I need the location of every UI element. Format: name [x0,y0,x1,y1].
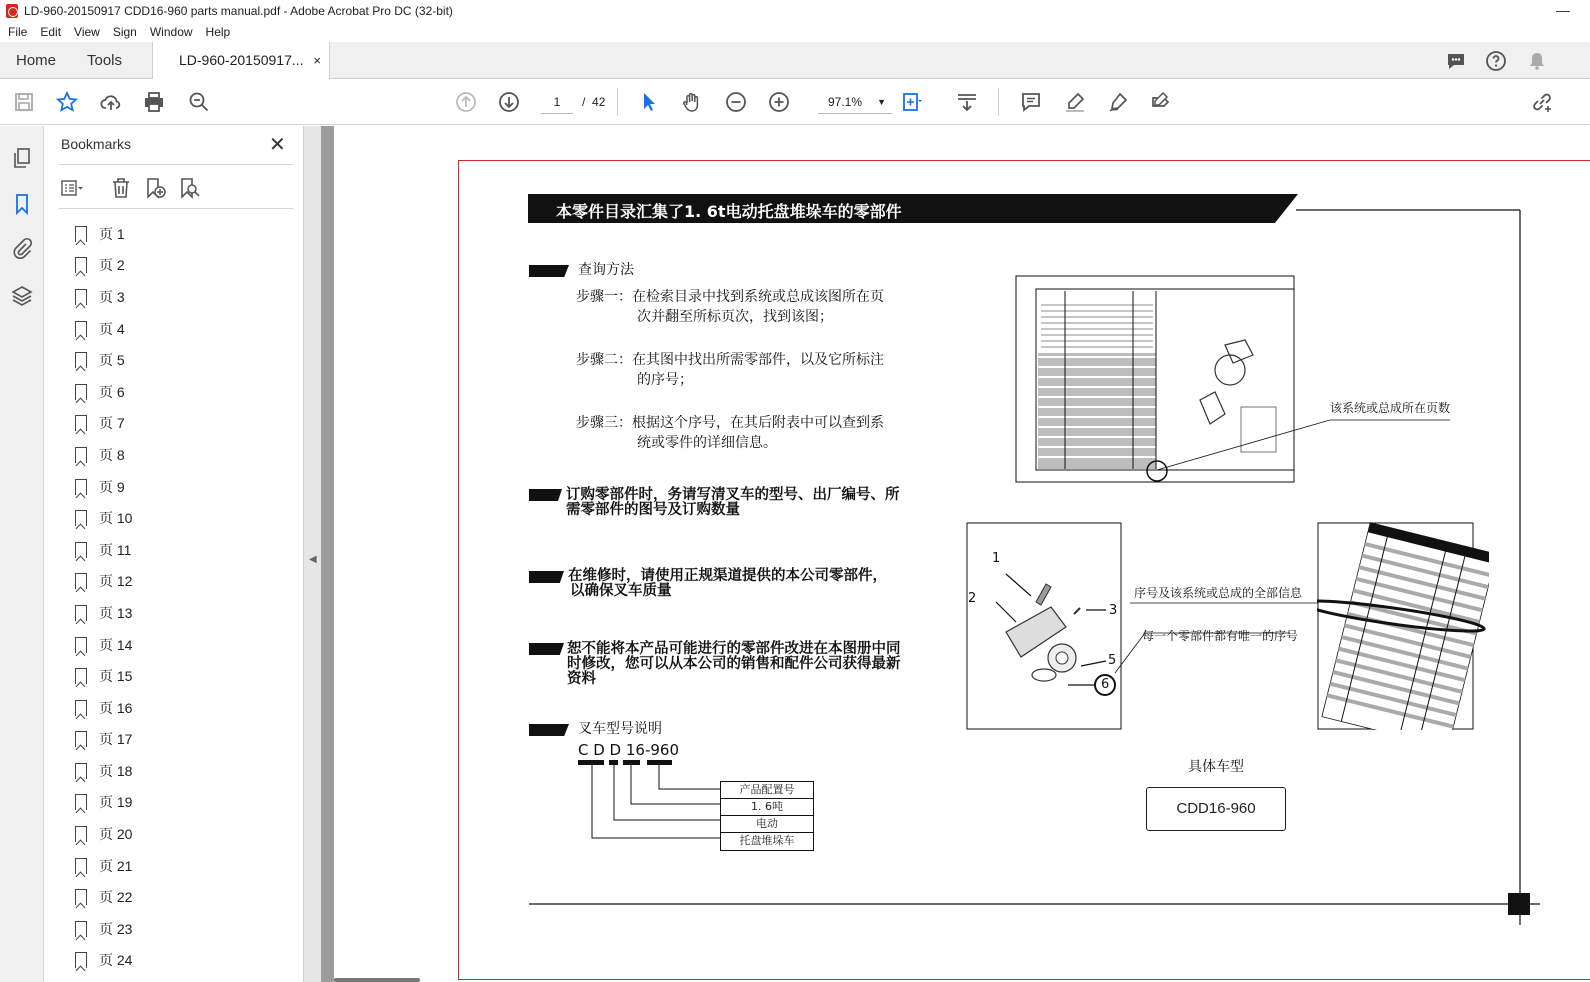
diagram-label-3: 3 [1109,603,1118,618]
bookmark-icon [75,637,87,653]
menu-help[interactable]: Help [205,25,231,39]
help-icon[interactable] [1485,50,1507,72]
bookmark-item[interactable] [75,439,285,471]
layers-icon[interactable] [10,284,34,308]
section-marker [529,489,562,501]
zoom-select[interactable] [818,90,892,114]
bookmark-item[interactable] [75,408,285,440]
bookmark-label: 页 13 [99,604,133,621]
bookmark-icon [75,226,87,242]
draw-pen-icon[interactable] [1106,90,1130,114]
panel-divider [59,208,293,209]
step2-text [576,350,884,390]
section-marker [529,643,564,655]
change-note-line: 恕不能将本产品可能进行的零部件改进在本图册中同 [567,641,901,657]
bookmark-icon [75,415,87,431]
bookmark-icon [75,763,87,779]
select-cursor-icon[interactable] [637,90,661,114]
bookmark-label: 页 15 [99,668,133,685]
find-bookmark-icon[interactable] [177,176,201,200]
bookmark-icon [75,321,87,337]
model-code-connectors [570,758,730,848]
bookmark-label: 页 2 [99,257,125,274]
zoom-in-icon[interactable] [767,90,791,114]
horizontal-scrollbar[interactable] [334,978,420,982]
tab-document[interactable] [152,42,330,80]
bookmark-item[interactable] [75,281,285,313]
bookmark-icon [75,826,87,842]
query-method-title: 查询方法 [578,262,634,278]
share-link-icon[interactable] [1530,90,1554,114]
bookmark-icon [75,510,87,526]
panel-divider [59,164,293,165]
close-icon[interactable]: ✕ [269,134,286,156]
print-icon[interactable] [142,90,166,114]
part-diagram-figure [966,522,1122,730]
model-title: 叉车型号说明 [578,721,662,737]
bell-icon[interactable] [1526,50,1548,72]
model-table-cell: 产品配置号 [721,782,813,799]
bookmark-label: 页 22 [99,889,133,906]
bookmark-icon [75,542,87,558]
bookmark-item[interactable] [75,250,285,282]
model-table-cell: 托盘堆垛车 [739,834,795,847]
bookmark-label: 页 8 [99,446,125,463]
acrobat-app-icon [6,4,18,18]
callout-full-info: 序号及该系统或总成的全部信息 [1134,586,1303,600]
bookmark-item[interactable] [75,566,285,598]
bookmark-icon [75,889,87,905]
callout-unique-number: 每一个零部件都有唯一的序号 [1142,629,1299,643]
panel-splitter[interactable] [303,126,321,982]
bookmark-item[interactable] [75,818,285,850]
window-title: LD-960-20150917 CDD16-960 parts manual.pdf - Adobe Acrobat Pro DC (32-bit) [24,4,453,18]
bookmark-label: 页 18 [99,762,133,779]
model-code: C D D 16-960 [578,741,680,759]
attachment-icon[interactable] [10,236,34,260]
bookmark-label: 页 4 [99,320,125,337]
comment-bubble-icon[interactable] [1445,50,1467,72]
bookmark-item[interactable] [75,913,285,945]
delete-bookmark-icon[interactable] [109,176,133,200]
hand-tool-icon[interactable] [680,90,704,114]
bookmark-icon [75,447,87,463]
diagram-label-6: 6 [1101,677,1110,692]
bookmark-label: 页 10 [99,510,133,527]
bookmark-label: 页 23 [99,920,133,937]
specific-model-label: 具体车型 [1188,759,1244,775]
bookmark-label: 页 6 [99,383,125,400]
star-icon[interactable] [55,90,79,114]
callout-page-number: 该系统或总成所在页数 [1330,401,1451,415]
diagram-label-2: 2 [968,591,977,606]
bookmark-label: 页 11 [99,541,132,558]
bookmark-icon [75,731,87,747]
tab-close-button[interactable]: × [313,53,321,68]
navigation-rail [0,126,44,982]
change-note-line: 时修改，您可以从本公司的销售和配件公司获得最新 [567,656,901,672]
diagram-label-1: 1 [992,551,1001,566]
bookmark-options-icon[interactable] [60,176,84,200]
panel-title: Bookmarks [61,136,132,152]
menu-view[interactable]: View [74,25,100,39]
toolbar-divider [617,88,618,116]
page-total: 42 [592,95,606,109]
bookmark-icon [75,573,87,589]
next-page-icon[interactable] [497,90,521,114]
parts-table-figure [1317,522,1489,730]
bookmark-item[interactable] [75,787,285,819]
chevron-down-icon: ▼ [877,97,886,107]
menu-file[interactable]: File [8,25,28,39]
bookmark-item[interactable] [75,850,285,882]
step3-line: 统或零件的详细信息。 [637,435,777,451]
bookmark-icon [75,858,87,874]
specific-model-box: CDD16-960 [1146,787,1286,831]
step1-line: 次并翻至所标页次，找到该图； [637,309,833,325]
zoom-value: 97.1% [828,95,863,109]
collapse-panel-icon[interactable]: ◀ [309,554,317,565]
bookmark-item[interactable] [75,881,285,913]
tab-home[interactable]: Home [16,52,57,69]
fill-sign-icon[interactable] [1149,90,1173,114]
bookmark-icon [75,700,87,716]
highlight-icon[interactable] [1063,90,1087,114]
bookmark-item[interactable] [75,629,285,661]
bookmark-item[interactable] [75,313,285,345]
bookmark-label: 页 24 [99,952,133,969]
repair-note [568,569,887,599]
bookmark-label: 页 21 [99,857,133,874]
bookmark-icon [75,352,87,368]
bookmark-item[interactable] [75,471,285,503]
previous-page-icon[interactable] [454,90,478,114]
step3-text [576,413,884,453]
fit-page-icon[interactable] [900,90,924,114]
tab-tools[interactable]: Tools [87,52,123,69]
bookmark-item[interactable] [75,724,285,756]
bookmark-label: 页 12 [99,573,133,590]
title-bar [0,0,1590,22]
section-marker [529,265,569,277]
menu-sign[interactable]: Sign [112,25,137,39]
search-zoom-icon[interactable] [187,90,211,114]
bookmark-label: 页 1 [99,225,125,242]
tab-document-label: LD-960-20150917... [179,52,304,68]
page-number-input[interactable]: 1 [541,90,573,114]
bookmark-item[interactable] [75,376,285,408]
zoom-out-icon[interactable] [724,90,748,114]
bookmark-item[interactable] [75,344,285,376]
bookmark-label: 页 14 [99,636,133,653]
menu-edit[interactable]: Edit [40,25,62,39]
bookmark-icon [75,668,87,684]
bookmark-label: 页 20 [99,826,133,843]
bookmark-item[interactable] [75,218,285,250]
bookmark-label: 页 19 [99,794,133,811]
page-count [582,90,605,114]
page-header-title: 本零件目录汇集了1. 6t电动托盘堆垛车的零部件 [556,202,902,221]
bookmark-item[interactable] [75,945,285,977]
bookmark-icon [75,605,87,621]
bookmark-icon [75,289,87,305]
step2-line: 步骤二：在其图中找出所需零部件，以及它所标注 [576,352,884,368]
order-note [566,488,900,518]
bookmark-item[interactable] [75,534,285,566]
bookmark-icon [75,952,87,968]
order-note-line: 订购零部件时，务请写清叉车的型号、出厂编号、所 [566,487,900,503]
step3-line: 步骤三：根据这个序号，在其后附表中可以查到系 [576,415,884,431]
model-code-table [720,781,814,851]
bookmark-icon [75,794,87,810]
section-marker [529,571,564,583]
new-bookmark-icon[interactable] [143,176,167,200]
page-separator: / [582,95,586,109]
change-note [567,642,901,687]
repair-note-line: 在维修时，请使用正规渠道提供的本公司零部件， [568,568,887,584]
save-icon[interactable] [12,90,36,114]
page-thumbnails-icon[interactable] [10,146,34,170]
model-table-cell: 1. 6吨 [721,799,813,816]
main-toolbar [0,79,1590,125]
bookmark-label: 页 17 [99,731,133,748]
bookmark-label: 页 9 [99,478,125,495]
bookmarks-panel [45,126,303,982]
step2-line: 的序号； [637,372,693,388]
bookmark-icon [75,384,87,400]
bookmark-label: 页 7 [99,415,125,432]
toolbar-divider [998,88,999,116]
step1-line: 步骤一：在检索目录中找到系统或总成该图所在页 [576,289,884,305]
bookmark-panel-icon[interactable] [10,192,34,216]
repair-note-line: 以确保叉车质量 [570,583,672,599]
bookmark-item[interactable] [75,660,285,692]
section-marker [529,724,569,736]
bookmark-icon [75,257,87,273]
bookmark-list [75,218,285,976]
menu-window[interactable]: Window [149,25,193,39]
menu-bar [0,22,1590,42]
bookmark-icon [75,479,87,495]
step1-text [576,287,884,327]
bookmark-item[interactable] [75,755,285,787]
bookmark-label: 页 3 [99,288,125,305]
tab-bar [0,42,1590,79]
bookmark-label: 页 16 [99,699,133,716]
diagram-label-5: 5 [1108,653,1117,668]
minimize-button[interactable]: — [1556,2,1570,18]
bookmark-item[interactable] [75,597,285,629]
scroll-mode-icon[interactable] [955,90,979,114]
bookmark-item[interactable] [75,502,285,534]
model-table-cell: 电动 [721,816,813,833]
bookmark-item[interactable] [75,692,285,724]
cloud-upload-icon[interactable] [99,90,123,114]
bookmark-icon [75,921,87,937]
comment-icon[interactable] [1019,90,1043,114]
bookmark-label: 页 5 [99,352,125,369]
order-note-line: 需零部件的图号及订购数量 [566,502,740,518]
change-note-line: 资料 [567,671,596,687]
